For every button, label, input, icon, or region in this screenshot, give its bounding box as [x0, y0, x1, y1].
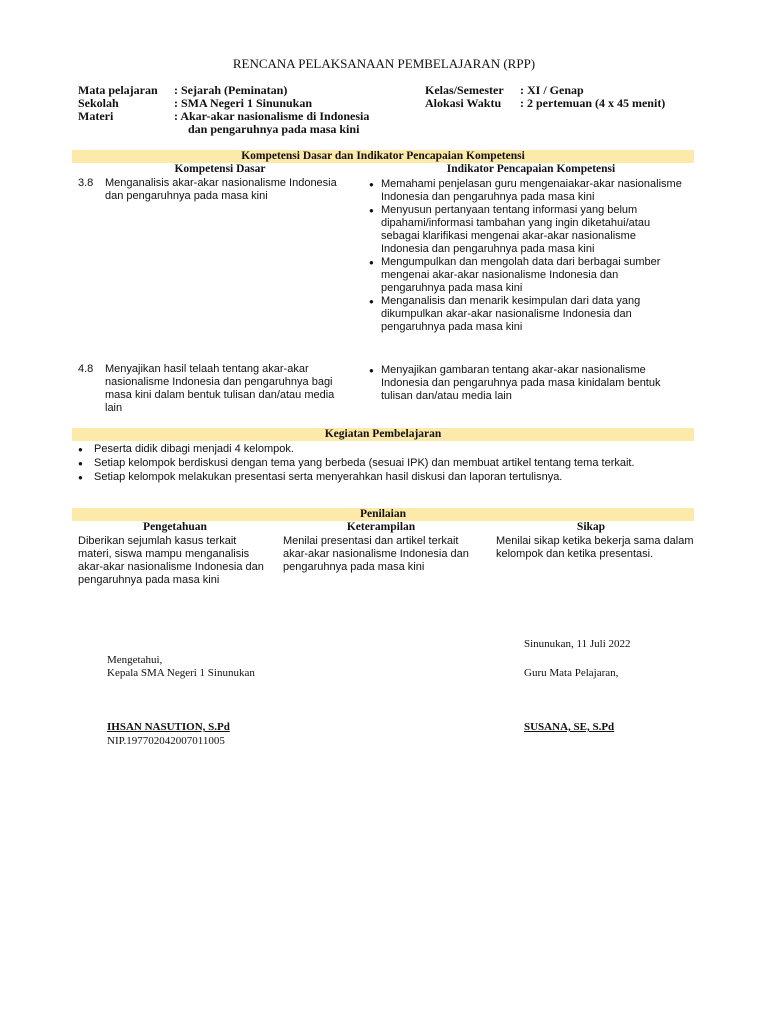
alokasi-value: : 2 pertemuan (4 x 45 menit) [520, 96, 666, 110]
kepala-sekolah-nip: NIP.197702042007011005 [107, 735, 225, 747]
page-title: RENCANA PELAKSANAAN PEMBELAJARAN (RPP) [232, 56, 536, 71]
kegiatan-header: Kegiatan Pembelajaran [72, 428, 694, 441]
materi-value-line1: : Akar-akar nasionalisme di Indonesia [174, 109, 370, 123]
guru-name: SUSANA, SE, S.Pd [524, 721, 615, 733]
sikap-text: Menilai sikap ketika bekerja sama dalam kelompok dan ketika presentasi. [496, 535, 694, 560]
ipk-list-2 [369, 364, 685, 403]
sekolah-label: Sekolah [78, 96, 119, 110]
ipk-item: ● Menganalisis dan menarik kesimpulan dari data yang dikumpulkan akar-akar nasionalisme Indonesia dan pengaruhnya pada masa kini [369, 295, 685, 334]
ipk-item: ● Mengumpulkan dan mengolah data dari berbagai sumber mengenai akar-akar nasionalisme Indonesia dan pengaruhnya pada masa kini [369, 256, 685, 295]
kegiatan-list [74, 443, 674, 485]
ipk-column-header: Indikator Pencapaian Kompetensi [446, 163, 616, 175]
ipk-item: ● Memahami penjelasan guru mengenaiakar-akar nasionalisme Indonesia dan pengaruhnya pada masa kini [369, 178, 685, 204]
materi-label: Materi [78, 109, 114, 123]
ipk-list-1 [369, 178, 685, 334]
place-date: Sinunukan, 11 Juli 2022 [524, 638, 631, 650]
pengetahuan-header: Pengetahuan [143, 521, 207, 533]
kd-text: Menyajikan hasil telaah tentang akar-akar nasionalisme Indonesia dan pengaruhnya bagi masa kini dalam bentuk tulisan dan/atau media lain [105, 363, 335, 414]
mapel-value: : Sejarah (Peminatan) [174, 83, 288, 97]
kegiatan-item: ● Peserta didik dibagi menjadi 4 kelompok. [74, 443, 674, 456]
kd-number: 3.8 [78, 177, 94, 189]
kd-column-header: Kompetensi Dasar [174, 163, 266, 175]
kegiatan-item: ● Setiap kelompok melakukan presentasi serta menyerahkan hasil diskusi dan laporan tertulisnya. [74, 471, 674, 484]
kepala-sekolah-name: IHSAN NASUTION, S.Pd [107, 721, 230, 733]
ipk-item: ● Menyajikan gambaran tentang akar-akar nasionalisme Indonesia dan pengaruhnya pada masa kinidalam bentuk tulisan dan/atau media lain [369, 364, 685, 403]
kegiatan-item: ● Setiap kelompok berdiskusi dengan tema yang berbeda (sesuai IPK) dan membuat artikel tentang tema terkait. [74, 457, 674, 470]
kd-number: 4.8 [78, 363, 94, 375]
guru-label: Guru Mata Pelajaran, [524, 667, 619, 679]
keterampilan-header: Keterampilan [346, 521, 416, 533]
kelas-value: : XI / Genap [520, 83, 584, 97]
sikap-header: Sikap [576, 521, 606, 533]
ipk-item: ● Menyusun pertanyaan tentang informasi yang belum dipahami/informasi tambahan yang ingin diketahui/atau sebagai klarifikasi mengenai akar-akar nasionalisme Indonesia dan pengaruhnya pada masa kini [369, 204, 685, 256]
mapel-label: Mata pelajaran [78, 83, 158, 97]
pengetahuan-text: Diberikan sejumlah kasus terkait materi, siswa mampu menganalisis akar-akar nasionalisme Indonesia dan pengaruhnya pada masa kini [78, 535, 264, 586]
kd-section-header: Kompetensi Dasar dan Indikator Pencapaian Kompetensi [72, 150, 694, 163]
kelas-label: Kelas/Semester [425, 83, 504, 97]
alokasi-label: Alokasi Waktu [425, 96, 502, 110]
mengetahui-label: Mengetahui, [107, 654, 163, 666]
materi-value-line2: dan pengaruhnya pada masa kini [188, 122, 360, 136]
kepala-sekolah-label: Kepala SMA Negeri 1 Sinunukan [107, 667, 255, 679]
penilaian-header: Penilaian [72, 508, 694, 521]
keterampilan-text: Menilai presentasi dan artikel terkait akar-akar nasionalisme Indonesia dan pengaruhnya pada masa kini [283, 535, 469, 573]
sekolah-value: : SMA Negeri 1 Sinunukan [174, 96, 313, 110]
kd-text: Menganalisis akar-akar nasionalisme Indonesia dan pengaruhnya pada masa kini [105, 177, 337, 202]
